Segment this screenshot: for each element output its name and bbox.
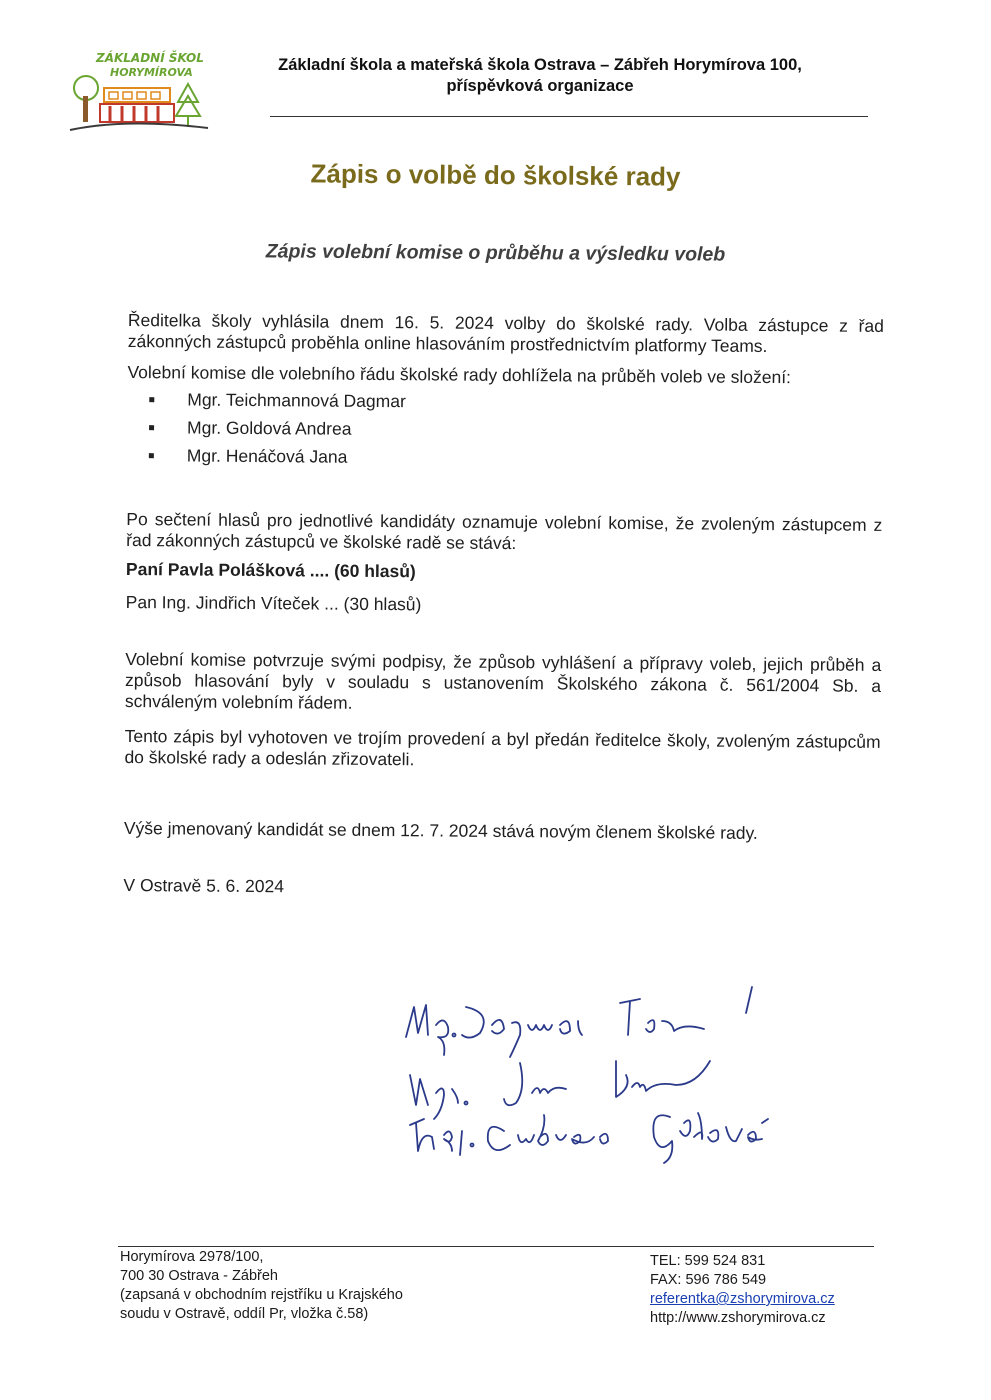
paragraph-committee-intro: Volební komise dle volebního řádu školské rady dohlížela na průběh voleb ve složení: (127, 361, 792, 388)
bullet-icon (149, 453, 154, 458)
footer-address-line: 700 30 Ostrava - Zábřeh (120, 1268, 278, 1284)
paragraph-announcement: Ředitelka školy vyhlásila dnem 16. 5. 2024 volby do školské rady. Volba zástupce z řad zákonných zástupců proběhla online hlasováním prostřednictvím platformy Teams. (127, 310, 884, 357)
document-body (123, 310, 884, 912)
paragraph-copies: Tento zápis byl vyhotoven ve trojím provedení a byl předán ředitelce školy, zvoleným zástupcům do školské rady a odeslán zřizovateli. (124, 725, 881, 770)
svg-text:HORYMÍROVA: HORYMÍROVA (110, 66, 193, 79)
place-and-date: V Ostravě 5. 6. 2024 (123, 874, 285, 897)
paragraph-result: Po sečtení hlasů pro jednotlivé kandidáty oznamuje volební komise, že zvoleným zástupcem z řad zákonných zástupců ve školské radě se stává: (126, 508, 883, 554)
committee-list (127, 385, 884, 475)
list-item: Mgr. Goldová Andrea (127, 413, 883, 447)
footer-contacts (650, 1252, 880, 1328)
footer-address (120, 1248, 480, 1324)
list-item: Mgr. Henáčová Jana (127, 441, 883, 475)
document-subtitle: Zápis volební komise o průběhu a výsledku voleb (265, 240, 726, 266)
handwritten-signatures (400, 985, 820, 1170)
school-logo (66, 48, 212, 136)
footer-fax: FAX: 596 786 549 (650, 1272, 767, 1288)
bullet-icon (149, 425, 154, 430)
bullet-icon (149, 397, 154, 402)
elected-candidate: Paní Pavla Polášková .... (60 hlasů) (125, 558, 416, 582)
svg-text:ZÁKLADNÍ ŠKOL: ZÁKLADNÍ ŠKOL (96, 51, 204, 65)
footer-address-line: Horymírova 2978/100, (120, 1249, 264, 1265)
footer-address-line: (zapsaná v obchodním rejstříku u Krajského (120, 1287, 403, 1303)
footer-website-link[interactable]: http://www.zshorymirova.cz (650, 1310, 826, 1326)
runner-up-candidate: Pan Ing. Jindřich Víteček ... (30 hlasů) (125, 591, 422, 615)
footer-address-line: soudu v Ostravě, oddíl Pr, vložka č.58) (120, 1306, 369, 1322)
header-divider (270, 116, 868, 117)
org-name-line2: příspěvková organizace (446, 77, 634, 95)
list-item: Mgr. Teichmannová Dagmar (127, 385, 883, 419)
footer-divider (118, 1246, 874, 1247)
paragraph-confirmation: Volební komise potvrzuje svými podpisy, že způsob vyhlášení a přípravy voleb, jejich průběh a způsob hlasování byly v souladu s ustanovením Školského zákona č. 561/2004 Sb. a schváleným volebním řádem. (124, 648, 882, 713)
footer-phone: TEL: 599 524 831 (650, 1253, 766, 1269)
footer-email-link[interactable]: referentka@zshorymirova.cz (650, 1291, 835, 1307)
document-title: Zápis o volbě do školské rady (310, 158, 681, 192)
paragraph-membership: Výše jmenovaný kandidát se dnem 12. 7. 2024 stává novým členem školské rady. (123, 817, 758, 843)
org-name-line1: Základní škola a mateřská škola Ostrava – Zábřeh Horymírova 100, (278, 56, 802, 74)
